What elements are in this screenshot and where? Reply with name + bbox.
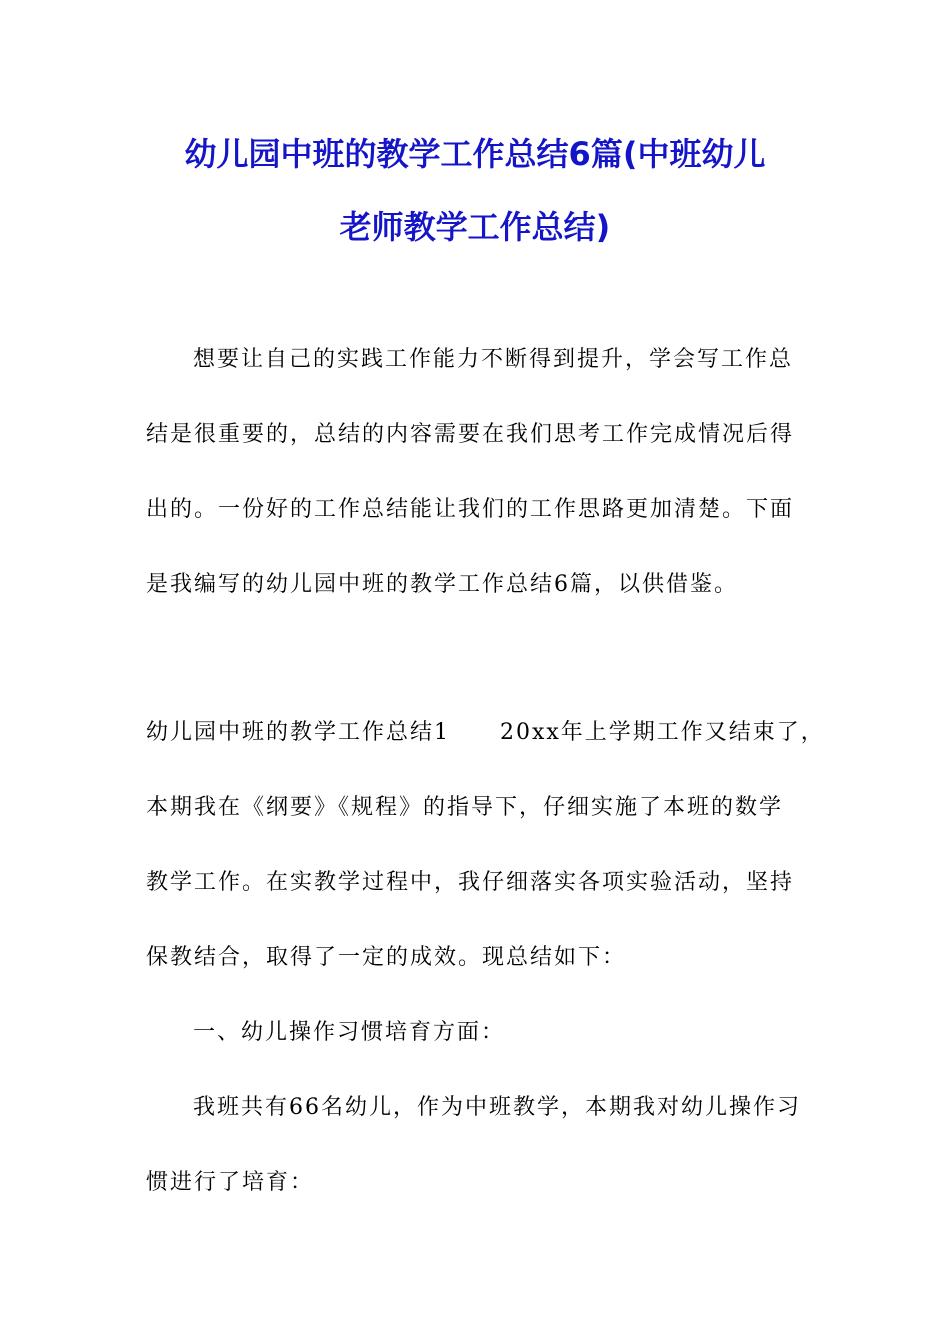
paragraph-2-line: 惯进行了培育： [146, 1170, 315, 1195]
document-title-line-2: 老师教学工作总结) [339, 208, 611, 246]
paragraph-2-line: 我班共有66名幼儿，作为中班教学，本期我对幼儿操作习 [193, 1095, 801, 1120]
section-1-heading: 幼儿园中班的教学工作总结1 [146, 720, 450, 745]
intro-paragraph-line: 想要让自己的实践工作能力不断得到提升，学会写工作总 [193, 347, 794, 372]
section-1-body-line: 教学工作。在实教学过程中，我仔细落实各项实验活动，坚持 [146, 870, 795, 895]
section-1-body-line: 保教结合，取得了一定的成效。现总结如下： [146, 945, 627, 970]
intro-paragraph-line: 是我编写的幼儿园中班的教学工作总结6篇，以供借鉴。 [146, 572, 738, 597]
section-1-opening-text: 20xx年上学期工作又结束了， [500, 720, 825, 745]
intro-paragraph-line: 结是很重要的，总结的内容需要在我们思考工作完成情况后得 [146, 422, 795, 447]
subheading-1: 一、幼儿操作习惯培育方面： [193, 1020, 506, 1045]
document-title-line-1: 幼儿园中班的教学工作总结6篇(中班幼儿 [184, 135, 766, 173]
intro-paragraph-line: 出的。一份好的工作总结能让我们的工作思路更加清楚。下面 [146, 497, 795, 522]
section-1-body-line: 本期我在《纲要》《规程》的指导下，仔细实施了本班的数学 [146, 795, 784, 820]
section-1-first-line [146, 722, 825, 744]
